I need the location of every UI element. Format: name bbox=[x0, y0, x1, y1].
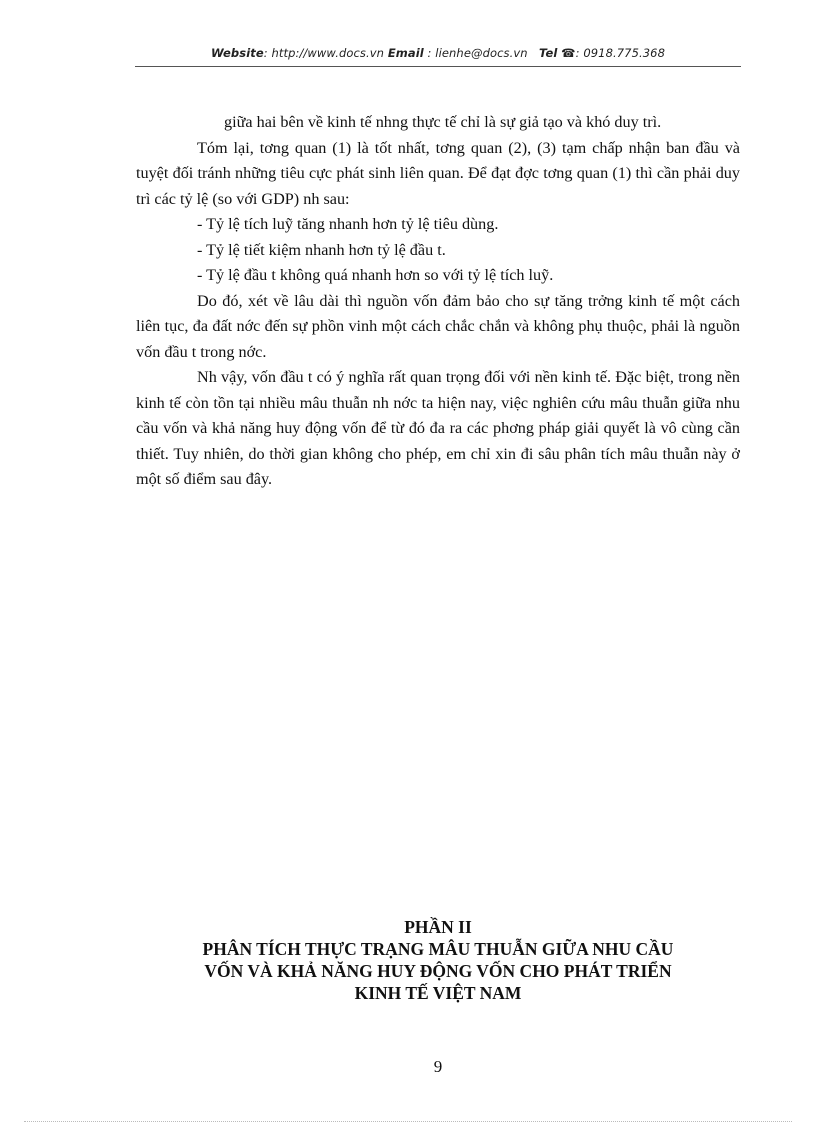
bullet-item: - Tỷ lệ tiết kiệm nhanh hơn tỷ lệ đầu t. bbox=[197, 240, 446, 259]
bullet-item: - Tỷ lệ tích luỹ tăng nhanh hơn tỷ lệ tiêu dùng. bbox=[197, 215, 499, 233]
page-bottom-divider bbox=[24, 1121, 792, 1122]
bullet-item: - Tỷ lệ đầu t không quá nhanh hơn so với tỷ lệ tích luỹ. bbox=[197, 266, 554, 284]
website-label: Website bbox=[210, 46, 264, 60]
section-title-line: KINH TẾ VIỆT NAM bbox=[354, 983, 522, 1003]
website-url[interactable]: : http://www.docs.vn bbox=[263, 46, 385, 60]
section-title-line: VỐN VÀ KHẢ NĂNG HUY ĐỘNG VỐN CHO PHÁT TRIỂN bbox=[204, 961, 672, 981]
telephone-icon: ☎ bbox=[561, 46, 576, 60]
page-number: 9 bbox=[433, 1057, 443, 1076]
paragraph: Tóm lại, tơng quan (1) là tốt nhất, tơng quan (2), (3) tạm chấp nhận ban đầu và tuyệt đối tránh những tiêu cực phát sinh liên quan. Để đạt đợc tơng quan (1) thì cần phải duy trì các tỷ lệ (so với GDP) nh sau: bbox=[136, 138, 740, 208]
paragraph-continuation: giữa hai bên về kinh tế nhng thực tế chỉ là sự giả tạo và khó duy trì. bbox=[224, 113, 662, 131]
paragraph: Nh vậy, vốn đầu t có ý nghĩa rất quan trọng đối với nền kinh tế. Đặc biệt, trong nền kinh tế còn tồn tại nhiều mâu thuẫn nh nớc ta hiện nay, việc nghiên cứu mâu thuẫn giữa nhu cầu vốn và khả năng huy động vốn để từ đó đa ra các phơng pháp giải quyết là vô cùng cần thiết. Tuy nhiên, do thời gian không cho phép, em chỉ xin đi sâu phân tích mâu thuẫn này ở một số điểm sau đây. bbox=[136, 368, 740, 488]
section-heading bbox=[136, 916, 740, 1004]
page-header bbox=[135, 46, 741, 60]
header-divider bbox=[135, 66, 741, 67]
tel-label: Tel bbox=[538, 46, 558, 60]
tel-number: : 0918.775.368 bbox=[575, 46, 666, 60]
part-label: PHẦN II bbox=[404, 917, 472, 937]
paragraph: Do đó, xét về lâu dài thì nguồn vốn đảm bảo cho sự tăng trởng kinh tế một cách liên tục, đa đất nớc đến sự phồn vinh một cách chắc chắn và không phụ thuộc, phải là nguồn vốn đầu t trong nớc. bbox=[136, 291, 740, 361]
section-title-line: PHÂN TÍCH THỰC TRẠNG MÂU THUẪN GIỮA NHU CẦU bbox=[202, 939, 674, 959]
body-text bbox=[136, 110, 740, 493]
email-label: Email bbox=[387, 46, 424, 60]
email-address[interactable]: : lienhe@docs.vn bbox=[423, 46, 528, 60]
